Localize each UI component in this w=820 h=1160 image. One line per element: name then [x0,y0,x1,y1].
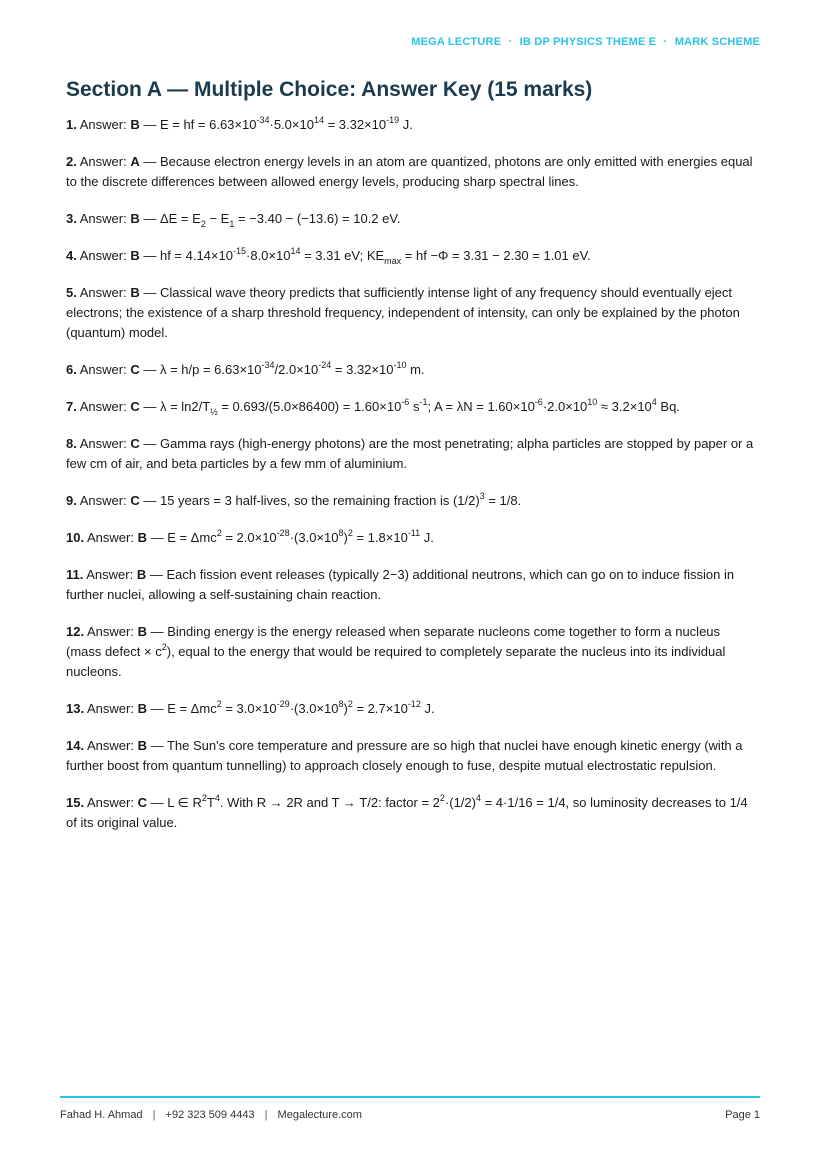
answer-number: 11. [66,567,84,582]
answer-prefix: Answer: [86,530,134,545]
answer-letter: B [136,567,147,582]
answer-number: 12. [66,624,85,639]
answer-letter: B [130,117,140,132]
answer-prefix: Answer: [79,117,127,132]
header-doc-type: MARK SCHEME [674,36,760,48]
answer-prefix: Answer: [86,624,134,639]
answer-prefix: Answer: [79,436,127,451]
answer-prefix: Answer: [86,567,134,582]
answer-explanation: — $E = \Delta mc^2 = 3.0\times 10^{-29}\cdot(3.0\times 10^8)^2 = 2.7\times 10^{-12}$ J. [146,699,435,716]
answer-item [66,491,756,511]
answer-explanation: — L ∈ $R^2T^4$. With R → 2R and T → T/2: factor = $2^2\cdot(1/2)^4 = 4\cdot 1/16 = 1/4$, so luminosity decreases to 1/4 of its original value. [66,793,748,830]
answer-list [66,115,756,850]
answer-number: 15. [66,795,85,810]
answer-item [66,152,756,192]
footer-separator: | [152,1109,156,1121]
answer-explanation: — $\lambda = h/p = 6.63\times 10^{-34}/2.0\times 10^{-24} = 3.32\times 10^{-10}$ m. [139,360,425,377]
answer-explanation: — Binding energy is the energy released when separate nucleons come together to form a nucleus (mass defect × $c^2$), equal to the energy that would be required to completely separate the nucleus into its individual nucleons. [66,624,726,679]
header-brand: MEGA LECTURE [411,36,502,48]
answer-prefix: Answer: [79,248,127,263]
page-number: Page 1 [725,1109,760,1121]
answer-prefix: Answer: [79,362,127,377]
section-title: Section A — Multiple Choice: Answer Key (15 marks) [66,78,593,101]
answer-letter: C [130,436,140,451]
answer-item [66,528,756,548]
answer-explanation: — 15 years = 3 half-lives, so the remaining fraction is $(1/2)^3 = 1/8$. [139,491,522,508]
answer-number: 6. [66,362,77,377]
answer-number: 10. [66,530,85,545]
answer-item [66,209,756,229]
answer-letter: B [137,530,147,545]
answer-number: 3. [66,211,77,226]
answer-letter: C [130,399,140,414]
answer-prefix: Answer: [86,795,134,810]
answer-number: 9. [66,493,77,508]
answer-explanation: — The Sun's core temperature and pressure are so high that nuclei have enough kinetic energy (with a further boost from quantum tunnelling) to approach closely enough to fuse, despite mutual electrostatic repulsion. [66,738,743,773]
answer-item [66,397,756,417]
header-separator: · [663,36,668,48]
answer-explanation: — hf = $4.14\times 10^{-15}\cdot 8.0\times 10^{14} = 3.31$ eV; $KE_{max}$ = hf −Φ = 3.31 − 2.30 = 1.01 eV. [139,246,591,266]
answer-prefix: Answer: [79,285,127,300]
footer-divider [60,1096,760,1098]
answer-item [66,793,756,833]
answer-letter: C [130,493,140,508]
header-separator: · [508,36,513,48]
answer-explanation: — $E = \Delta mc^2 = 2.0\times 10^{-28}\cdot(3.0\times 10^8)^2 = 1.8\times 10^{-11}$ J. [146,528,434,545]
page-header [411,36,760,48]
answer-letter: B [130,285,140,300]
answer-prefix: Answer: [79,211,127,226]
footer-website[interactable]: Megalecture.com [277,1109,362,1121]
footer-separator: | [264,1109,268,1121]
answer-prefix: Answer: [79,493,127,508]
answer-number: 13. [66,701,85,716]
answer-explanation: — $\lambda = \ln 2/T_{\frac{1}{2}} = 0.693/(5.0\times 86400) = 1.60\times 10^{-6}$ $s^{-1}$; $A = \lambda N = 1.60\times 10^{-6}\cdot 2.0\times 10^{10} \approx 3.2\times 10^4$ Bq. [139,397,680,417]
answer-prefix: Answer: [79,154,127,169]
answer-number: 2. [66,154,77,169]
answer-explanation: — E = hf = $6.63\times 10^{-34}\cdot 5.0\times 10^{14} = 3.32\times 10^{-19}$ J. [139,115,413,132]
answer-number: 14. [66,738,85,753]
footer-phone: +92 323 509 4443 [165,1109,255,1121]
answer-letter: B [137,738,147,753]
answer-item [66,246,756,266]
answer-letter: B [137,624,147,639]
answer-explanation: — Each fission event releases (typically 2−3) additional neutrons, which can go on to induce fission in further nuclei, allowing a self-sustaining chain reaction. [66,567,735,602]
answer-prefix: Answer: [86,701,134,716]
answer-item [66,115,756,135]
answer-number: 1. [66,117,77,132]
answer-explanation: — Because electron energy levels in an atom are quantized, photons are only emitted with energies equal to the discrete differences between allowed energy levels, producing sharp spectral lines. [66,154,753,189]
answer-item [66,699,756,719]
answer-item [66,565,756,605]
answer-item [66,622,756,682]
answer-number: 8. [66,436,77,451]
answer-letter: B [130,248,140,263]
answer-letter: A [130,154,140,169]
answer-number: 5. [66,285,77,300]
answer-letter: B [137,701,147,716]
answer-letter: C [137,795,147,810]
answer-letter: C [130,362,140,377]
footer-contact [60,1109,362,1121]
answer-item [66,360,756,380]
answer-item [66,434,756,474]
answer-item [66,736,756,776]
answer-number: 7. [66,399,77,414]
answer-explanation: — Gamma rays (high-energy photons) are the most penetrating; alpha particles are stopped by paper or a few cm of air, and beta particles by a few mm of aluminium. [66,436,754,471]
answer-item [66,283,756,343]
answer-explanation: — Classical wave theory predicts that sufficiently intense light of any frequency should eventually eject electrons; the existence of a sharp threshold frequency, independent of intensity, can only be explained by the photon (quantum) model. [66,285,740,340]
answer-letter: B [130,211,140,226]
footer-author: Fahad H. Ahmad [60,1109,143,1121]
answer-number: 4. [66,248,77,263]
header-course: IB DP PHYSICS THEME E [519,36,657,48]
answer-prefix: Answer: [86,738,134,753]
answer-prefix: Answer: [79,399,127,414]
answer-explanation: — $\Delta E = E_2 - E_1 = -3.40 - (-13.6) = 10.2$ eV. [139,211,401,229]
